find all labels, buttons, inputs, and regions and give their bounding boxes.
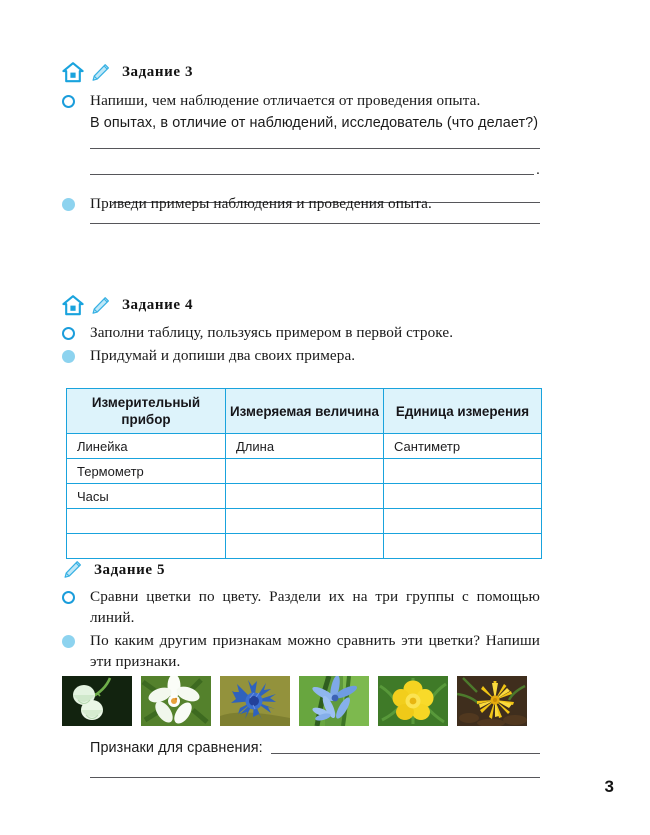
table-cell[interactable] [226,509,384,534]
table-row [67,534,542,559]
ring-bullet-icon [62,586,90,604]
task-4-section [62,295,540,366]
task-4-item-1 [62,322,540,343]
table-cell[interactable] [384,534,542,559]
answer-line[interactable] [90,174,534,175]
flower-image-scilla[interactable] [299,676,369,726]
trailing-period: . [535,161,540,178]
task-5-section [62,560,540,672]
table-row [67,459,542,484]
task-5-item-2 [62,630,540,672]
task-3-answer-lines [90,148,540,178]
task-3-answer-prompt: В опытах, в отличие от наблюдений, исследователь (что делает?) [90,115,539,131]
pencil-icon [90,296,110,316]
pencil-icon [90,63,110,83]
task-3-item-1-text: Напиши, чем наблюдение отличается от проведения опыта. [90,92,481,109]
table-cell[interactable] [384,509,542,534]
table-cell[interactable] [67,509,226,534]
table-cell[interactable] [226,484,384,509]
task-4-header [62,295,540,316]
measurement-table-wrapper [66,388,542,559]
task-3-header [62,62,540,83]
features-answer-row [90,738,540,759]
table-cell[interactable]: Сантиметр [384,434,542,459]
task-3-item-2 [62,193,540,214]
flower-image-white-lily[interactable] [141,676,211,726]
measurement-table [66,388,542,559]
pencil-icon [62,560,82,580]
table-header-cell: Единица измерения [384,389,542,434]
table-cell[interactable]: Термометр [67,459,226,484]
table-cell[interactable]: Линейка [67,434,226,459]
task-5-item-1-text: Сравни цветки по цвету. Раздели их на три группы с помощью линий. [90,588,540,626]
task-5-title: Задание 5 [94,561,166,578]
table-cell[interactable] [384,459,542,484]
task-5-item-1 [62,586,540,628]
page-number: 3 [604,777,614,796]
task-5-answer-block [90,738,540,778]
table-row [67,484,542,509]
table-cell[interactable]: Длина [226,434,384,459]
answer-line[interactable] [90,148,540,149]
features-label: Признаки для сравнения: [90,740,263,756]
table-header-row [67,389,542,434]
task-5-header [62,560,540,580]
flower-image-buttercup[interactable] [378,676,448,726]
task-4-title: Задание 4 [122,297,194,313]
flower-image-row [62,676,527,726]
home-icon [62,295,84,316]
table-cell[interactable] [67,534,226,559]
table-cell[interactable] [226,534,384,559]
answer-line[interactable] [90,223,540,224]
dot-bullet-icon [62,193,90,211]
answer-line[interactable] [90,777,540,778]
task-4-item-2-text: Придумай и допиши два своих примера. [90,347,356,364]
table-header-cell: Измерительный прибор [67,389,226,434]
ring-bullet-icon [62,90,90,108]
table-row [67,509,542,534]
table-cell[interactable] [384,484,542,509]
dot-bullet-icon [62,630,90,648]
ring-bullet-icon [62,322,90,340]
dot-bullet-icon [62,345,90,363]
answer-line[interactable] [271,753,540,754]
task-4-item-1-text: Заполни таблицу, пользуясь примером в первой строке. [90,324,454,341]
task-5-item-2-text: По каким другим признакам можно сравнить эти цветки? Напиши эти признаки. [90,632,540,670]
table-cell[interactable] [226,459,384,484]
table-cell[interactable]: Часы [67,484,226,509]
task-3-item-2-text: Приведи примеры наблюдения и проведения опыта. [90,195,432,212]
flower-image-lesser-celandine[interactable] [457,676,527,726]
task-3-item-1 [62,90,540,134]
task-3-section [62,62,540,224]
flower-image-cornflower[interactable] [220,676,290,726]
task-3-title: Задание 3 [122,64,194,80]
task-4-item-2 [62,345,540,366]
table-header-cell: Измеряемая величина [226,389,384,434]
flower-image-lily-of-the-valley[interactable] [62,676,132,726]
table-row [67,434,542,459]
home-icon [62,62,84,83]
